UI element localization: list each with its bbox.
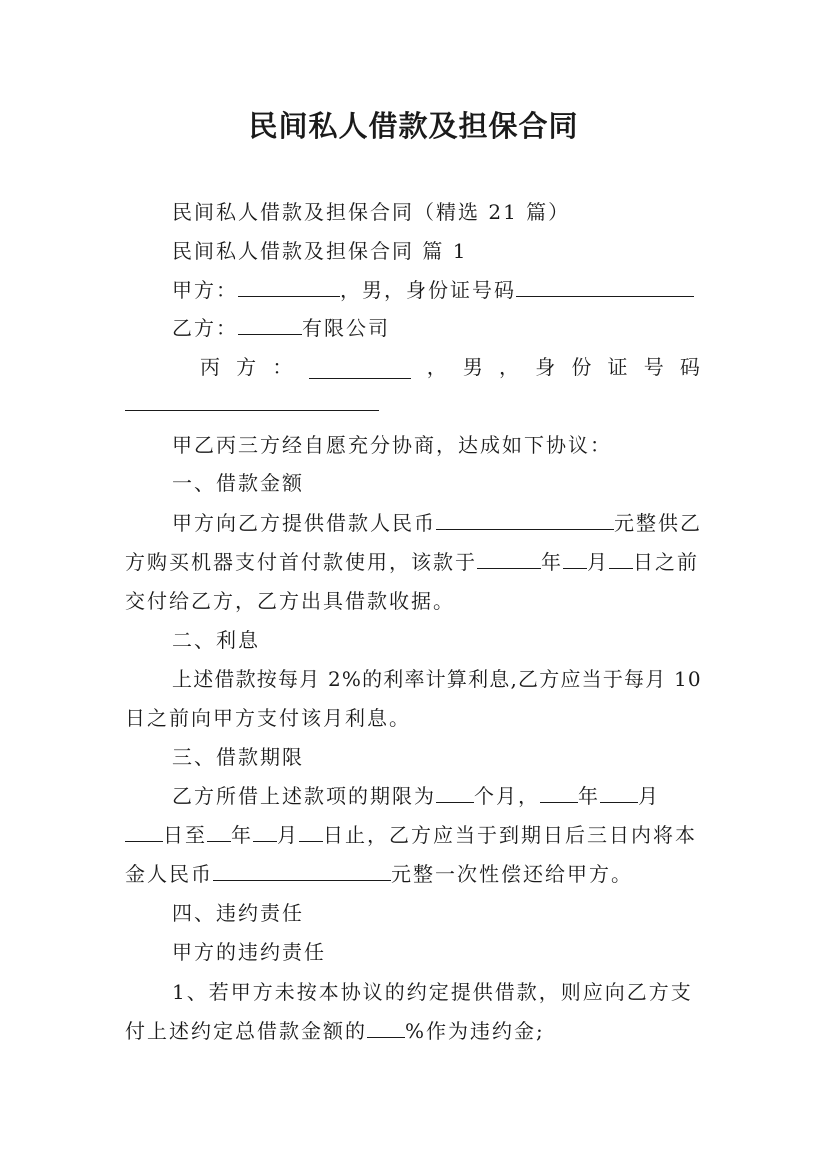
clause-3-heading-text: 三、借款期限 bbox=[172, 745, 304, 769]
clause-4-heading bbox=[172, 901, 304, 925]
clause-text: 年 bbox=[578, 784, 600, 808]
penalty-percent-blank bbox=[367, 1019, 405, 1038]
clause-text: 乙方所借上述款项的期限为 bbox=[172, 784, 436, 808]
clause-1-heading bbox=[172, 471, 304, 495]
clause-text: 年 bbox=[231, 823, 253, 847]
clause-4-heading-text: 四、违约责任 bbox=[172, 901, 304, 925]
clause-text: 方购买机器支付首付款使用，该款于 bbox=[125, 550, 477, 574]
day-blank bbox=[609, 550, 633, 569]
clause-4-subheading-text: 甲方的违约责任 bbox=[172, 940, 326, 964]
clause-1-line-3 bbox=[125, 589, 455, 613]
party-c-name-blank bbox=[309, 360, 411, 379]
months-blank bbox=[436, 784, 474, 803]
clause-text: 月 bbox=[638, 784, 660, 808]
subtitle-line bbox=[172, 200, 570, 224]
clause-2-heading-text: 二、利息 bbox=[172, 628, 260, 652]
party-a-label: 甲方： bbox=[172, 278, 238, 302]
repay-amount-blank bbox=[213, 862, 391, 881]
clause-text: 个月， bbox=[474, 784, 540, 808]
party-c-char: ， bbox=[426, 355, 447, 379]
party-c-char: ： bbox=[272, 355, 293, 379]
document-title: 民间私人借款及担保合同 bbox=[248, 109, 579, 143]
party-c-char: 丙 bbox=[200, 355, 220, 379]
party-b-company: 有限公司 bbox=[302, 316, 390, 340]
clause-2-line-1 bbox=[172, 667, 702, 691]
party-c-char: 份 bbox=[571, 355, 592, 379]
party-c-char: 码 bbox=[679, 355, 700, 379]
clause-text: 年 bbox=[541, 550, 563, 574]
party-c-char: 证 bbox=[607, 355, 628, 379]
clause-text: 上述借款按每月 2%的利率计算利息,乙方应当于每月 10 bbox=[172, 667, 702, 691]
party-b-label: 乙方： bbox=[172, 316, 238, 340]
party-c-char: 方 bbox=[236, 355, 257, 379]
agreement-intro-line bbox=[172, 433, 612, 457]
year-blank bbox=[207, 823, 231, 842]
party-c-char: 男 bbox=[462, 355, 483, 379]
month-blank bbox=[600, 784, 638, 803]
day-blank bbox=[125, 823, 163, 842]
clause-text: %作为违约金; bbox=[405, 1019, 545, 1043]
clause-text: 1、若甲方未按本协议的约定提供借款，则应向乙方支 bbox=[172, 980, 693, 1004]
party-a-gender-id: ，男，身份证号码 bbox=[340, 278, 516, 302]
loan-amount-blank bbox=[436, 511, 614, 530]
clause-1-heading-text: 一、借款金额 bbox=[172, 471, 304, 495]
clause-1-line-1 bbox=[172, 511, 702, 535]
clause-text: 甲方向乙方提供借款人民币 bbox=[172, 511, 436, 535]
clause-3-line-3 bbox=[125, 862, 633, 886]
clause-text: 月 bbox=[277, 823, 299, 847]
clause-text: 元整供乙 bbox=[614, 511, 702, 535]
party-a-line bbox=[172, 278, 694, 302]
clause-1-line-2 bbox=[125, 550, 699, 574]
clause-2-line-2 bbox=[125, 706, 411, 730]
clause-text: 金人民币 bbox=[125, 862, 213, 886]
clause-3-heading bbox=[172, 745, 304, 769]
party-c-char: 身 bbox=[535, 355, 556, 379]
clause-text: 日止，乙方应当于到期日后三日内将本 bbox=[323, 823, 697, 847]
party-c-line bbox=[200, 355, 700, 379]
party-c-char: ， bbox=[499, 355, 520, 379]
clause-text: 日之前 bbox=[633, 550, 699, 574]
agreement-intro-text: 甲乙丙三方经自愿充分协商，达成如下协议： bbox=[172, 433, 612, 457]
party-a-id-blank bbox=[516, 278, 694, 297]
month-blank bbox=[253, 823, 277, 842]
clause-4-item-1-line-1 bbox=[172, 980, 693, 1004]
party-b-name-blank bbox=[238, 316, 302, 335]
clause-text: 日至 bbox=[163, 823, 207, 847]
party-c-id-blank bbox=[125, 392, 379, 411]
clause-4-subheading bbox=[172, 940, 326, 964]
clause-3-line-1 bbox=[172, 784, 660, 808]
month-blank bbox=[563, 550, 587, 569]
section-heading-text: 民间私人借款及担保合同 篇 1 bbox=[172, 239, 468, 263]
clause-text: 交付给乙方，乙方出具借款收据。 bbox=[125, 589, 455, 613]
party-c-char: 号 bbox=[643, 355, 664, 379]
clause-2-heading bbox=[172, 628, 260, 652]
clause-text: 日之前向甲方支付该月利息。 bbox=[125, 706, 411, 730]
year-blank bbox=[477, 550, 541, 569]
party-a-name-blank bbox=[238, 278, 340, 297]
year-blank bbox=[540, 784, 578, 803]
section-heading-line bbox=[172, 239, 467, 263]
clause-text: 月 bbox=[587, 550, 609, 574]
clause-4-item-1-line-2 bbox=[125, 1019, 545, 1043]
day-blank bbox=[299, 823, 323, 842]
clause-text: 元整一次性偿还给甲方。 bbox=[391, 862, 633, 886]
subtitle-text: 民间私人借款及担保合同（精选 21 篇） bbox=[172, 200, 571, 224]
clause-3-line-2 bbox=[125, 823, 697, 847]
party-b-line bbox=[172, 316, 390, 340]
clause-text: 付上述约定总借款金额的 bbox=[125, 1019, 367, 1043]
party-c-id-line bbox=[125, 392, 379, 416]
